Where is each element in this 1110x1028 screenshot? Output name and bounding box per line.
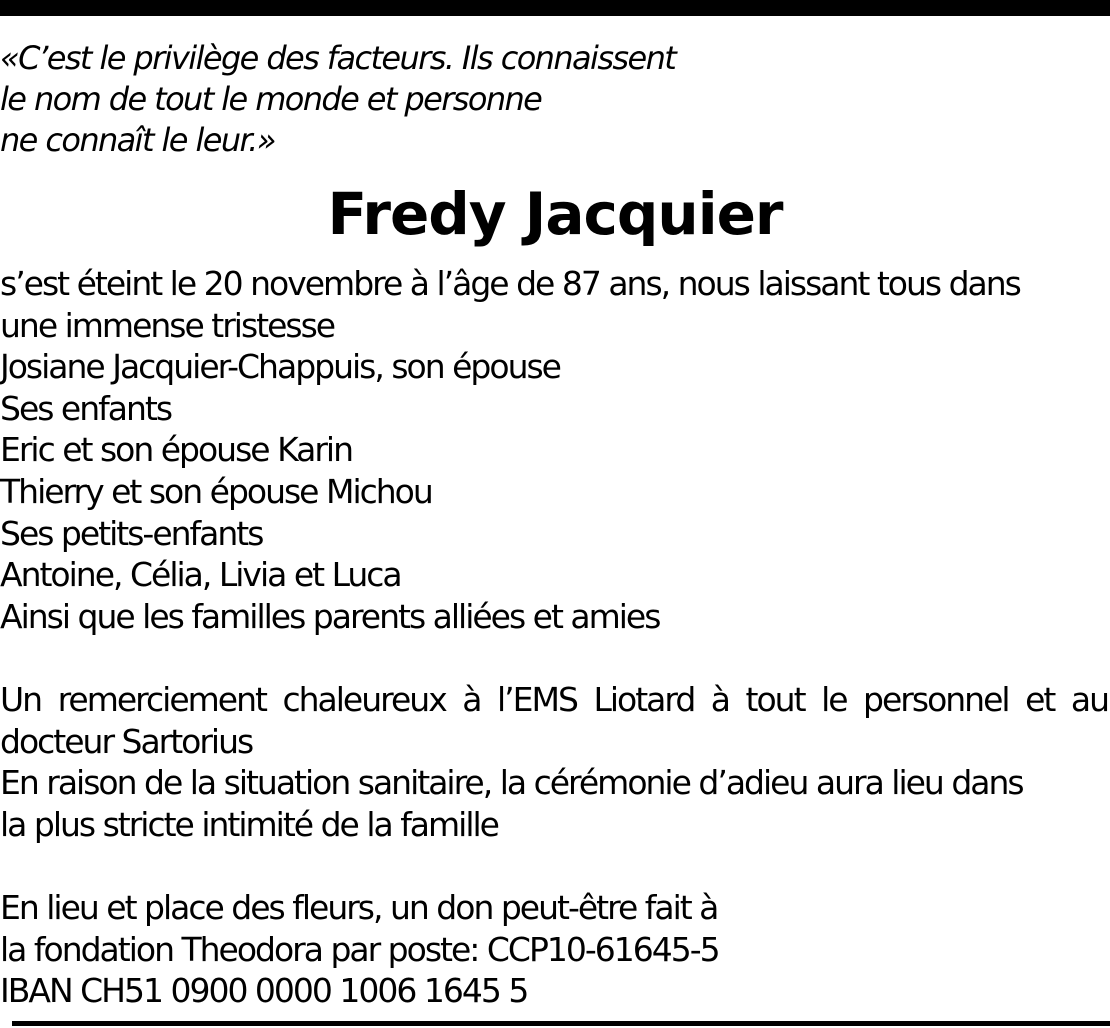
bottom-rule — [12, 1021, 1110, 1026]
ceremony-line: En raison de la situation sanitaire, la cérémonie d’adieu aura lieu dans — [0, 763, 1023, 803]
donation-line: En lieu et place des fleurs, un don peut-être fait à — [0, 888, 718, 927]
quote-line: le nom de tout le monde et personne — [0, 80, 542, 118]
quote-line: ne connaît le leur.» — [0, 121, 275, 159]
children-heading: Ses enfants — [0, 388, 172, 428]
grandchildren-heading: Ses petits-enfants — [0, 513, 263, 553]
deceased-name: Fredy Jacquier — [327, 180, 783, 248]
thanks-text — [0, 679, 1110, 845]
child-line: Thierry et son épouse Michou — [0, 471, 432, 511]
spouse-line: Josiane Jacquier-Chappuis, son épouse — [0, 347, 560, 387]
top-rule — [0, 0, 1110, 16]
donation-line: la fondation Theodora par poste: CCP10-61645-5 — [0, 929, 719, 969]
iban-line: IBAN CH51 0900 0000 1006 1645 5 — [0, 971, 528, 1011]
epigraph-quote — [0, 38, 675, 161]
child-line: Eric et son épouse Karin — [0, 430, 353, 470]
quote-line: «C’est le privilège des facteurs. Ils connaissent — [0, 39, 676, 77]
thanks-line: docteur Sartorius — [0, 721, 253, 761]
thanks-line: Un remerciement chaleureux à l’EMS Liotard à tout le personnel et au — [0, 680, 1108, 719]
announcement-line: une immense tristesse — [0, 305, 335, 345]
announcement-line: s’est éteint le 20 novembre à l’âge de 87 ans, nous laissant tous dans — [0, 264, 1020, 303]
ceremony-line: la plus stricte intimité de la famille — [0, 804, 498, 844]
grandchildren-line: Antoine, Célia, Livia et Luca — [0, 555, 401, 595]
announcement-text — [0, 263, 1110, 637]
donation-text — [0, 887, 1110, 1012]
families-line: Ainsi que les familles parents alliées et amies — [0, 596, 660, 636]
